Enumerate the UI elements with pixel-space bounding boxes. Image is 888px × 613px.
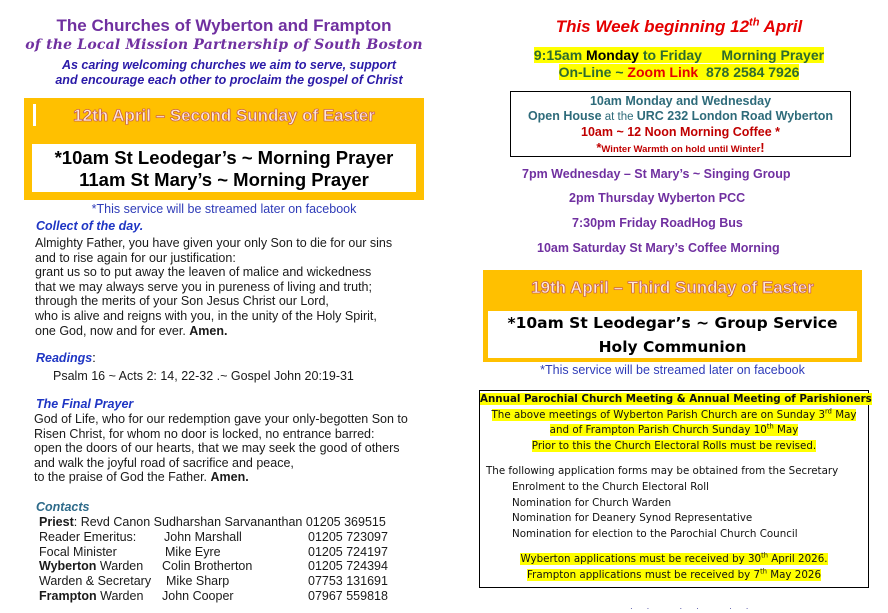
- prayer-line: and walk the joyful road of sacrifice and peace,: [34, 455, 294, 470]
- collect-line: [35, 324, 392, 339]
- collect-heading: Collect of the day.: [36, 219, 144, 233]
- zoom-meeting-id: 878 2584 7926: [698, 64, 800, 80]
- contacts-heading: Contacts: [36, 500, 90, 514]
- cut-off-text-fragment: ·· ·· ··: [630, 604, 763, 613]
- deadline-line: Frampton applications must be received by 7th May 2026: [526, 567, 822, 581]
- service-line: 11am St Mary’s ~ Morning Prayer: [79, 169, 369, 190]
- amen: Amen.: [210, 470, 249, 485]
- prayer-line: God of Life, who for our redemption gave your only-begotten Son to: [34, 412, 408, 426]
- form-item: Enrolment to the Church Electoral Roll: [512, 480, 709, 493]
- collect-line: grant us so to put away the leaven of malice and wickedness: [35, 265, 372, 280]
- zoom-link[interactable]: Zoom Link: [627, 64, 699, 80]
- event-item: 2pm Thursday Wyberton PCC: [569, 191, 746, 205]
- readings-text: Psalm 16 ~ Acts 2: 14, 22-32 .~ Gospel John 20:19-31: [53, 369, 354, 383]
- apcm-notice-box: [479, 390, 872, 588]
- winter-warmth-note: *Winter Warmth on hold until Winter!: [596, 140, 765, 155]
- form-item: Nomination for election to the Parochial Church Council: [512, 527, 798, 540]
- priest-label: Priest: [39, 515, 74, 529]
- service-line: *10am St Leodegar’s ~ Group Service: [507, 314, 838, 332]
- highlighted-text: On-Line ~ Zoom Link 878 2584 7926: [558, 64, 800, 80]
- mission-statement: [24, 58, 434, 88]
- contact-name: Colin Brotherton: [162, 559, 253, 573]
- collect-line: and to rise again for our justification:: [35, 250, 236, 265]
- this-week-heading: This Week beginning 12th April: [555, 16, 803, 36]
- sunday-service-box: [24, 98, 424, 200]
- morning-prayer-line: [470, 47, 888, 64]
- morning-coffee: 10am ~ 12 Noon Morning Coffee *: [581, 125, 780, 139]
- form-item: Nomination for Deanery Synod Representative: [512, 512, 753, 525]
- collect-line: who is alive and reigns with you, in the unity of the Holy Spirit,: [35, 308, 377, 323]
- contact-phone: 01205 724394: [308, 559, 388, 573]
- prayer-line: open the doors of our hearts, that we may seek the good of others: [34, 441, 400, 456]
- apcm-date-line: and of Frampton Parish Church Sunday 10th May: [549, 422, 799, 437]
- service-line: *10am St Leodegar’s ~ Morning Prayer: [54, 147, 394, 168]
- contact-phone: 01205 724197: [308, 545, 388, 559]
- event-item: 10am Saturday St Mary’s Coffee Morning: [537, 241, 780, 255]
- event-item: 7:30pm Friday RoadHog Bus: [572, 216, 743, 230]
- mission-line: As caring welcoming churches we aim to serve, support: [61, 58, 397, 72]
- apcm-forms: [480, 464, 868, 542]
- contact-name: Mike Sharp: [166, 574, 230, 588]
- apcm-deadlines: [480, 552, 868, 583]
- prayer-line: Risen Christ, for whom no door is locked, no entrance barred:: [34, 426, 375, 441]
- sunday-heading: 12th April – Second Sunday of Easter: [73, 106, 375, 125]
- contact-phone: 01205 723097: [308, 530, 388, 544]
- contact-name: John Marshall: [164, 530, 242, 544]
- contact-role: Focal Minister: [39, 545, 117, 559]
- collect-line: that we may always serve you in pureness of living and truth;: [35, 279, 372, 294]
- collect-line-text: one God, now and for ever.: [35, 323, 186, 338]
- stream-note: *This service will be streamed later on facebook: [540, 363, 805, 377]
- contact-name: John Cooper: [162, 589, 234, 603]
- service-line: Holy Communion: [598, 338, 747, 356]
- priest-details: : Revd Canon Sudharshan Sarvananthan 01205 369515: [73, 515, 386, 529]
- church-title: The Churches of Wyberton and Frampton: [56, 16, 392, 35]
- open-house-box: [510, 91, 851, 157]
- apcm-electoral-roll-note: Prior to this the Church Electoral Rolls must be revised.: [531, 439, 817, 452]
- readings-heading: [36, 351, 96, 365]
- highlighted-text: 9:15am Monday to Friday Morning Prayer: [533, 47, 825, 63]
- contact-role: Wyberton Warden: [39, 559, 144, 573]
- prayer-line-text: to the praise of God the Father.: [34, 470, 208, 485]
- contact-phone: 07967 559818: [308, 589, 388, 603]
- collect-text: [35, 236, 392, 338]
- online-line: [470, 64, 888, 81]
- event-item: 7pm Wednesday – St Mary’s ~ Singing Group: [522, 167, 791, 181]
- forms-intro: The following application forms may be obtained from the Secretary: [486, 465, 839, 478]
- apcm-date-line: The above meetings of Wyberton Parish Church are on Sunday 3rd May: [491, 407, 857, 421]
- mission-line: and encourage each other to proclaim the gospel of Christ: [55, 73, 403, 87]
- sunday-service-box: [483, 270, 862, 362]
- prayer-line: [34, 470, 408, 485]
- service-times-panel: [488, 311, 857, 358]
- readings-colon: :: [92, 351, 96, 365]
- partnership-subtitle: of the Local Mission Partnership of South Boston: [25, 37, 423, 53]
- final-prayer-text: [34, 412, 408, 485]
- sunday-heading: 19th April – Third Sunday of Easter: [531, 278, 814, 297]
- contact-role: Reader Emeritus:: [39, 530, 137, 544]
- contact-name: Mike Eyre: [165, 545, 221, 559]
- contact-role: Warden & Secretary: [39, 574, 152, 588]
- service-times-panel: [32, 144, 416, 192]
- deadline-line: Wyberton applications must be received by 30th April 2026.: [520, 551, 828, 566]
- open-house-location: Open House at the URC 232 London Road Wyberton: [527, 109, 834, 123]
- apcm-title: Annual Parochial Church Meeting & Annual Meeting of Parishioners: [480, 393, 872, 405]
- morning-prayer-notice: [470, 47, 888, 81]
- apcm-header: [480, 392, 872, 454]
- collect-line: through the merits of your Son Jesus Christ our Lord,: [35, 294, 329, 309]
- contact-role: Frampton Warden: [39, 589, 144, 603]
- open-house-days: 10am Monday and Wednesday: [589, 94, 772, 108]
- collect-line: Almighty Father, you have given your only Son to die for our sins: [35, 236, 393, 250]
- stream-note: *This service will be streamed later on facebook: [91, 202, 357, 216]
- form-item: Nomination for Church Warden: [512, 496, 672, 509]
- readings-title: Readings: [36, 351, 93, 365]
- contact-priest: [39, 515, 386, 530]
- final-prayer-heading: The Final Prayer: [36, 397, 134, 411]
- contact-phone: 07753 131691: [308, 574, 388, 588]
- amen: Amen.: [189, 323, 228, 338]
